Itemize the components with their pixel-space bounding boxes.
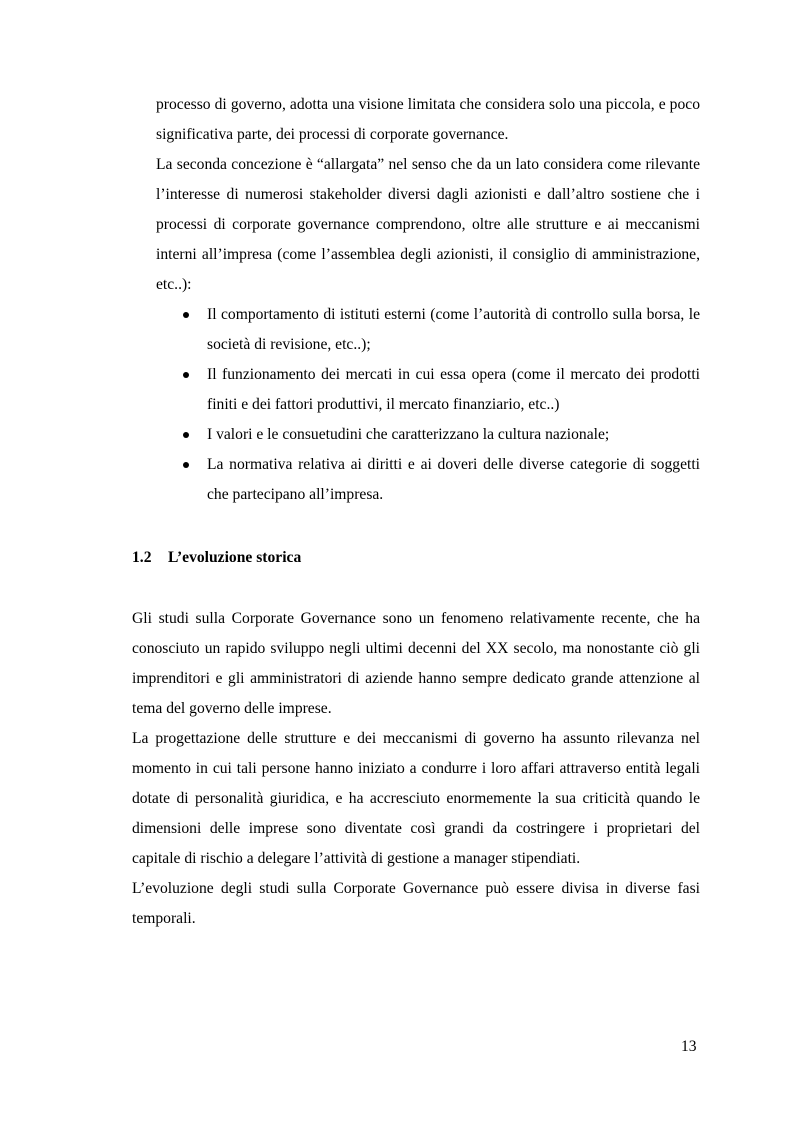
list-item — [156, 450, 700, 510]
section-heading — [132, 546, 301, 570]
list-item-text: Il funzionamento dei mercati in cui essa opera (come il mercato dei prodotti finiti e dei fattori produttivi, il mercato finanziario, etc..) — [207, 366, 700, 413]
bullet-list — [156, 300, 700, 510]
bullet-icon — [183, 372, 189, 378]
intro-paragraph-2: La seconda concezione è “allargata” nel senso che da un lato considera come rilevante l’interesse di numerosi stakeholder diversi dagli azionisti e dall’altro sostiene che i processi di corporate governance comprendono, oltre alle strutture e ai meccanismi interni all’impresa (come l’assemblea degli azionisti, il consiglio di amministrazione, etc..): — [156, 156, 700, 293]
list-item-text: I valori e le consuetudini che caratterizzano la cultura nazionale; — [207, 426, 610, 443]
intro-paragraph-1: processo di governo, adotta una visione limitata che considera solo una piccola, e poco significativa parte, dei processi di corporate governance. — [156, 96, 700, 143]
section-number: 1.2 — [132, 549, 152, 566]
bullet-icon — [183, 462, 189, 468]
body-paragraph-1: Gli studi sulla Corporate Governance sono un fenomeno relativamente recente, che ha conosciuto un rapido sviluppo negli ultimi decenni del XX secolo, ma nonostante ciò gli imprenditori e gli amministratori di aziende hanno sempre dedicato grande attenzione al tema del governo delle imprese. — [132, 610, 700, 717]
bullet-icon — [183, 432, 189, 438]
body-paragraph-3: L’evoluzione degli studi sulla Corporate Governance può essere divisa in diverse fasi temporali. — [132, 880, 700, 927]
body-paragraph-2: La progettazione delle strutture e dei meccanismi di governo ha assunto rilevanza nel momento in cui tali persone hanno iniziato a condurre i loro affari attraverso entità legali dotate di personalità giuridica, e ha accresciuto enormemente la sua criticità quando le dimensioni delle imprese sono diventate così grandi da costringere i proprietari del capitale di rischio a delegare l’attività di gestione a manager stipendiati. — [132, 730, 700, 867]
bullet-icon — [183, 312, 189, 318]
list-item-text: La normativa relativa ai diritti e ai doveri delle diverse categorie di soggetti che partecipano all’impresa. — [207, 456, 700, 503]
page-number: 13 — [681, 1038, 697, 1055]
list-item-text: Il comportamento di istituti esterni (come l’autorità di controllo sulla borsa, le società di revisione, etc..); — [207, 306, 700, 353]
list-item — [156, 360, 700, 420]
list-item — [156, 300, 700, 360]
list-item — [156, 420, 700, 450]
section-title: L’evoluzione storica — [168, 549, 302, 566]
intro-text-block — [156, 90, 700, 300]
body-text-block — [132, 604, 700, 934]
